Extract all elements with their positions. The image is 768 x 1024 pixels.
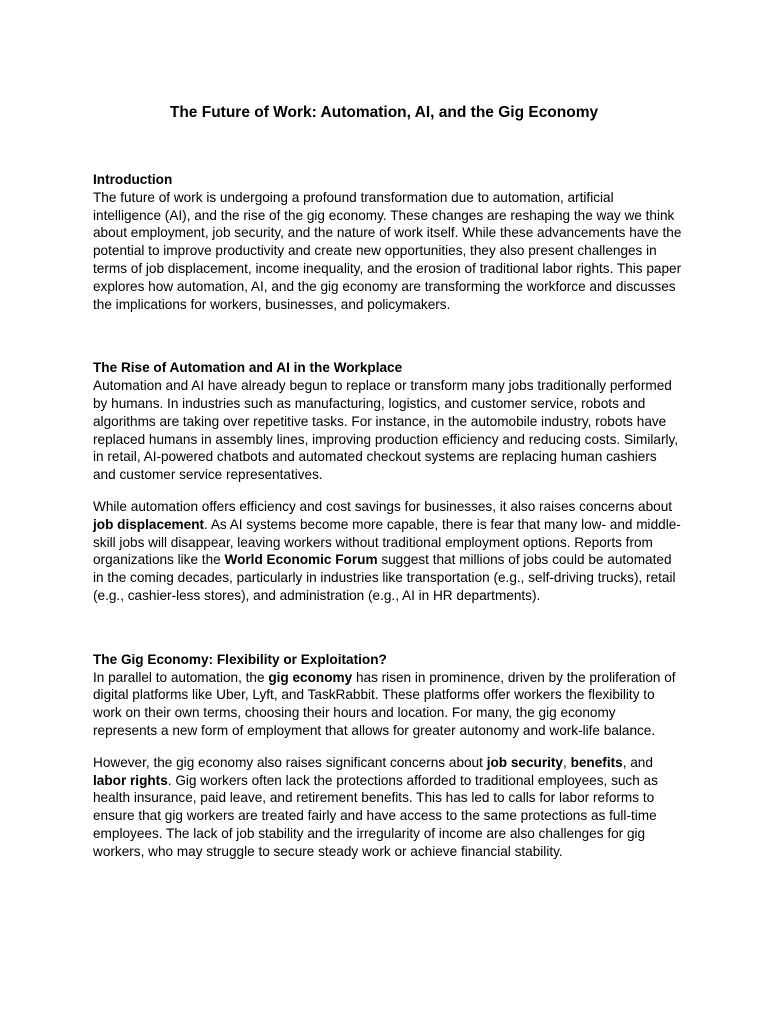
section-automation (93, 359, 683, 604)
section-introduction (93, 171, 683, 313)
paragraph-automation-1 (93, 377, 683, 484)
text-run: Automation and AI have already begun to replace or transform many jobs traditionally performed by humans. In industries such as manufacturing, logistics, and customer service, robots and algorithms are taking over repetitive tasks. For instance, in the automobile industry, robots have replaced humans in assembly lines, improving production efficiency and reducing costs. Similarly, in retail, AI-powered chatbots and automated checkout systems are replacing human cashiers and customer service representatives. (93, 378, 679, 483)
text-run: In parallel to automation, the (93, 669, 269, 685)
paragraph-gig-1 (93, 669, 683, 740)
text-run: . As AI systems become more capable, there is fear that many low- and middle-skill jobs will disappear, leaving workers without traditional employment options. Reports from organizations like the (93, 516, 681, 568)
document-body (93, 171, 683, 861)
section-spacer (93, 605, 683, 651)
text-run: , and (622, 754, 653, 770)
text-run: , (563, 754, 571, 770)
paragraph-gig-2 (93, 754, 683, 861)
bold-term-world-economic-forum: World Economic Forum (224, 552, 378, 568)
text-run: While automation offers efficiency and cost savings for businesses, it also raises concerns about (93, 498, 673, 514)
bold-term-job-security: job security (486, 754, 563, 770)
text-run: . Gig workers often lack the protections afforded to traditional employees, such as health insurance, paid leave, and retirement benefits. This has led to calls for labor reforms to ensure that gig workers are treated fairly and have access to the same protections as full-time employees. The lack of job stability and the irregularity of income are also challenges for gig workers, who may struggle to secure steady work or achieve financial stability. (93, 772, 658, 859)
paragraph-intro-1 (93, 189, 683, 314)
paragraph-spacer (93, 484, 683, 498)
text-run: suggest that millions of jobs could be automated in the coming decades, particularly in industries like transportation (e.g., self-driving trucks), retail (e.g., cashier-less stores), and administration (e.g., AI in HR departments). (93, 552, 676, 603)
paragraph-automation-2 (93, 498, 683, 605)
section-heading-gig-economy: The Gig Economy: Flexibility or Exploitation? (93, 651, 387, 667)
document-title: The Future of Work: Automation, AI, and the Gig Economy (169, 104, 599, 121)
section-gig-economy (93, 651, 683, 861)
bold-term-gig-economy: gig economy (268, 669, 353, 685)
section-spacer (93, 313, 683, 359)
section-heading-automation: The Rise of Automation and AI in the Workplace (93, 360, 403, 376)
text-run: has risen in prominence, driven by the proliferation of digital platforms like Uber, Lyft, and TaskRabbit. These platforms offer workers the flexibility to work on their own terms, choosing their hours and location. For many, the gig economy represents a new form of employment that allows for greater autonomy and work-life balance. (93, 669, 676, 738)
paragraph-spacer (93, 740, 683, 754)
bold-term-job-displacement: job displacement (93, 516, 205, 532)
bold-term-labor-rights: labor rights (93, 772, 168, 788)
text-run: However, the gig economy also raises significant concerns about (93, 754, 487, 770)
section-heading-introduction: Introduction (93, 172, 173, 187)
text-run: The future of work is undergoing a profound transformation due to automation, artificial intelligence (AI), and the rise of the gig economy. These changes are reshaping the way we think about employment, job security, and the nature of work itself. While these advancements have the potential to improve productivity and create new opportunities, they also present challenges in terms of job displacement, income inequality, and the erosion of traditional labor rights. This paper explores how automation, AI, and the gig economy are transforming the workforce and discusses the implications for workers, businesses, and policymakers. (93, 189, 682, 312)
bold-term-benefits: benefits (570, 754, 623, 770)
